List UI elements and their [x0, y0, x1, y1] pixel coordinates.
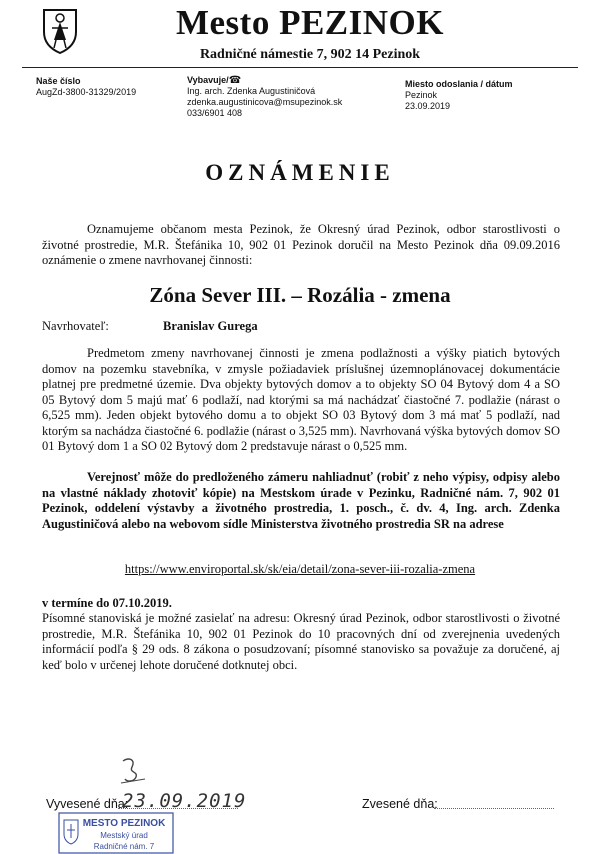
place-value: Pezinok — [405, 90, 438, 100]
town-address: Radničné námestie 7, 902 14 Pezinok — [199, 47, 421, 62]
public-access-paragraph: Verejnosť môže do predloženého zámeru nahliadnuť (robiť z neho výpisy, odpisy alebo na vlastné náklady zhotoviť kópie) na Mestskom úrade v Pezinku, Radničné nám. 7, 902 01 Pezinok, oddelení výstavby a životného prostredia, 1. posch., č. dv. 4, Ing. arch. Zdenka Augustiničová alebo na webovom sídle Ministerstva životného prostredia SR na adrese — [42, 470, 560, 531]
project-title: Zóna Sever III. – Rozália - zmena — [149, 283, 451, 307]
subject-paragraph: Predmetom zmeny navrhovanej činnosti je zmena podlažnosti a výšky piatich bytových domov na pozemku stavebníka, v zmysle požiadaviek príslušnej územnoplánovacej dokumentácie platnej pre predmetné územie. Dva objekty bytových domov a to objekty SO 04 Bytový dom 4 a SO 05 Bytový dom 5 majú mať 6 podlaží, nad ktorými sa má nachádzať čiastočné 7. podlažie (nárast o 6,525 mm). Jeden objekt bytového domu a to objekt SO 03 Bytový dom 3 má mať 5 podlaží, nad ktorým sa nachádza čiastočné 6. podlažie (nárast o 3,525 mm). Navrhovaná výška bytových domov SO 01 Bytový dom 1 a SO 02 Bytový dom 2 predstavuje nárast o 0,525 mm. — [42, 346, 560, 453]
posted-dotted-line — [118, 808, 238, 809]
place-date-label: Miesto odoslania / dátum — [405, 79, 513, 89]
handler-name: Ing. arch. Zdenka Augustiničová — [187, 86, 316, 96]
stamp-line3: Radničné nám. 7 — [93, 842, 155, 851]
reference-block — [36, 76, 136, 98]
stamp-line2: Mestský úrad — [100, 831, 148, 840]
intro-paragraph: Oznamujeme občanom mesta Pezinok, že Okresný úrad Pezinok, odbor starostlivosti o životné prostredie, M.R. Štefánika 10, 902 01 Pezinok doručil na Mesto Pezinok dňa 09.09.2016 oznámenie o zmene navrhovanej činnosti: — [42, 222, 560, 267]
posted-label: Vyvesené dňa: — [46, 797, 129, 811]
place-date-block — [405, 79, 513, 112]
proposer-name: Branislav Gurega — [163, 319, 258, 333]
handler-email: zdenka.augustinicova@msupezinok.sk — [187, 97, 343, 107]
stamp-line1: MESTO PEZINOK — [82, 818, 166, 829]
reference-label: Naše číslo — [36, 76, 81, 86]
date-value: 23.09.2019 — [405, 101, 451, 111]
posted-date-handwritten: 23.09.2019 — [122, 790, 247, 812]
notice-heading: OZNÁMENIE — [205, 160, 395, 185]
handler-phone: 033/6901 408 — [187, 108, 243, 118]
phone-icon: ☎ — [228, 75, 242, 86]
handwritten-mark-icon — [118, 755, 148, 785]
comments-paragraph: Písomné stanoviská je možné zasielať na adresu: Okresný úrad Pezinok, odbor starostlivosti o životné prostredie, M.R. Štefánika 10, 902 01 Pezinok do 10 pracovných dní od zverejnenia uvedených informácií podľa § 29 ods. 8 zákona o posudzovaní; písomné stanovisko sa považuje za doručené, aj keď bolo v určenej lehote doručené dotknutej obci. — [42, 611, 560, 672]
proposer-label: Navrhovateľ: — [42, 319, 109, 333]
proposer-row — [42, 319, 560, 334]
official-stamp-icon — [58, 812, 174, 854]
handler-block — [187, 75, 342, 119]
removed-dotted-line — [434, 808, 554, 809]
town-title: Mesto PEZINOK — [175, 3, 444, 42]
handler-label: Vybavuje/ — [187, 75, 229, 85]
header-divider — [22, 67, 578, 68]
deadline-text: v termíne do 07.10.2019. — [42, 596, 172, 610]
enviroportal-link[interactable]: https://www.enviroportal.sk/sk/eia/detail/zona-sever-iii-rozalia-zmena — [124, 562, 476, 576]
reference-number: AugZd-3800-31329/2019 — [36, 87, 137, 97]
removed-label: Zvesené dňa: — [362, 797, 438, 811]
